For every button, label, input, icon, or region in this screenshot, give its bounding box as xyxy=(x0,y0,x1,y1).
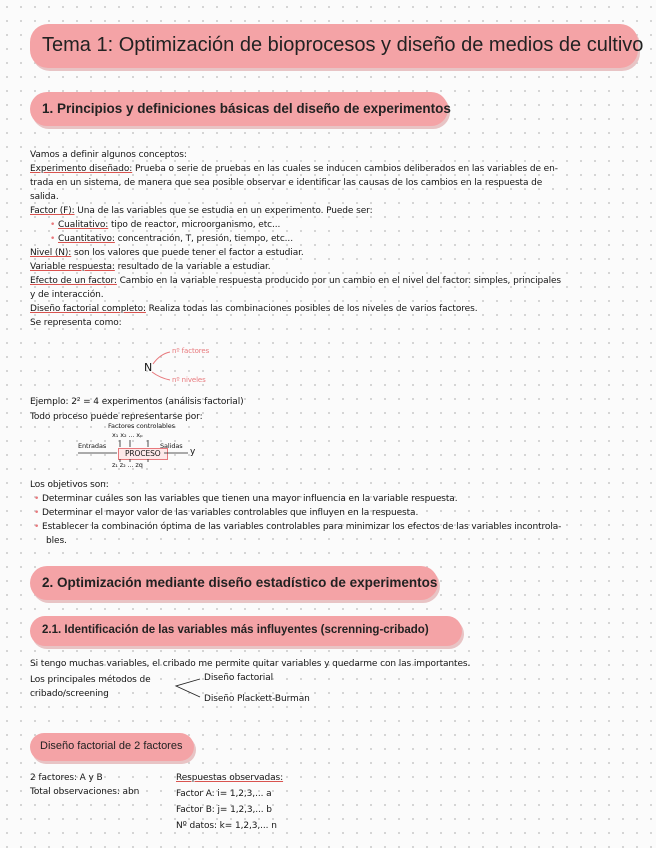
total-observations-text: Total observaciones: abn xyxy=(30,787,140,797)
disfac-text: Realiza todas las combinaciones posibles de los niveles de varios factores. xyxy=(145,304,478,314)
diagram-y-label: y xyxy=(190,447,196,457)
section-2-heading: 2. Optimización mediante diseño estadístico de experimentos xyxy=(30,566,438,600)
factor-term: Factor (F): xyxy=(30,206,75,216)
ejemplo-text: Ejemplo: 2² = 4 experimentos (análisis factorial) xyxy=(30,397,244,407)
diagram-controllable-label: Factores controlables xyxy=(108,422,175,430)
subsection-2-1-heading: 2.1. Identificación de las variables más influyentes (screnning-cribado) xyxy=(30,616,462,646)
objetivo-1: • Determinar cuáles son las variables que tienen una mayor influencia en la variable respuesta. xyxy=(30,492,640,506)
factor-a-range: Factor A: i= 1,2,3,... a xyxy=(176,789,272,799)
factorial-2-heading: Diseño factorial de 2 factores xyxy=(30,733,194,761)
variable-text: resultado de la variable a estudiar. xyxy=(114,262,271,272)
page-title: Tema 1: Optimización de bioprocesos y diseño de medios de cultivo xyxy=(30,24,638,68)
intro-text: Vamos a definir algunos conceptos: xyxy=(30,150,187,160)
cuantitativo-term: Cuantitativo: xyxy=(57,234,115,244)
cualitativo-text: tipo de reactor, microorganismo, etc... xyxy=(108,220,281,230)
objetivo-3a: • Establecer la combinación óptima de las variables controlables para minimizar los efectos de las variables incontrola- xyxy=(30,520,640,534)
variable-term: Variable respuesta: xyxy=(30,262,115,272)
factorial-2-left xyxy=(30,771,139,799)
formula-exponent-label: nº factores xyxy=(172,347,210,355)
formula-base-label: nº niveles xyxy=(172,376,206,384)
cuantitativo-text: concentración, T, presión, tiempo, etc... xyxy=(114,234,293,244)
factor-text: Una de las variables que se estudia en un experimento. Puede ser: xyxy=(74,206,373,216)
experimento-term: Experimento diseñado: xyxy=(30,164,133,174)
section-1-heading: 1. Principios y definiciones básicas del diseño de experimentos xyxy=(30,92,448,126)
methods-line-1: Los principales métodos de xyxy=(30,675,151,685)
factorial-2-right xyxy=(176,771,283,833)
nivel-text: son los valores que puede tener el factor a estudiar. xyxy=(71,248,304,258)
two-factors-text: 2 factores: A y B xyxy=(30,773,103,783)
objetivo-2: • Determinar el mayor valor de las variables controlables que influyen en la respuesta. xyxy=(30,506,640,520)
formula-base: N xyxy=(144,361,153,374)
screening-text: Si tengo muchas variables, el cribado me permite quitar variables y quedarme con las importantes. xyxy=(30,659,471,669)
efecto-text-2: y de interacción. xyxy=(30,290,104,300)
proceso-intro: Todo proceso puede representarse por: xyxy=(30,412,203,422)
objetivo-3b: bles. xyxy=(46,536,67,546)
diagram-process-box: PROCESO xyxy=(118,448,168,460)
diagram-output-label: Salidas xyxy=(160,442,183,450)
method-plackett-burman: Diseño Plackett-Burman xyxy=(204,694,310,704)
diagram-input-label: Entradas xyxy=(78,442,107,450)
experimento-text-2: trada en un sistema, de manera que sea posible observar e identificar las causas de los cambios en la respuesta de xyxy=(30,178,543,188)
diagram-bottom-vars: z₁ z₂ ... zq xyxy=(112,461,143,469)
nivel-term: Nivel (N): xyxy=(30,248,72,258)
experimento-text-3: salida. xyxy=(30,192,59,202)
responses-title: Respuestas observadas: xyxy=(176,773,284,783)
objetivos-title: Los objetivos son: xyxy=(30,480,109,490)
method-factorial: Diseño factorial xyxy=(204,673,274,683)
methods-line-2: cribado/screening xyxy=(30,689,109,699)
experimento-text-1: Prueba o serie de pruebas en las cuales se inducen cambios deliberados en las variables de en- xyxy=(132,164,558,174)
represent-text: Se representa como: xyxy=(30,318,122,328)
efecto-text-1: Cambio en la variable respuesta producido por un cambio en el nivel del factor: simples, principales xyxy=(116,276,562,286)
cualitativo-term: Cualitativo: xyxy=(57,220,109,230)
efecto-term: Efecto de un factor: xyxy=(30,276,117,286)
diagram-top-vars: x₁ x₂ ... xₚ xyxy=(112,431,143,439)
disfac-term: Diseño factorial completo: xyxy=(30,304,146,314)
data-count-range: Nº datos: k= 1,2,3,... n xyxy=(176,821,277,831)
factor-b-range: Factor B: j= 1,2,3,... b xyxy=(176,805,272,815)
